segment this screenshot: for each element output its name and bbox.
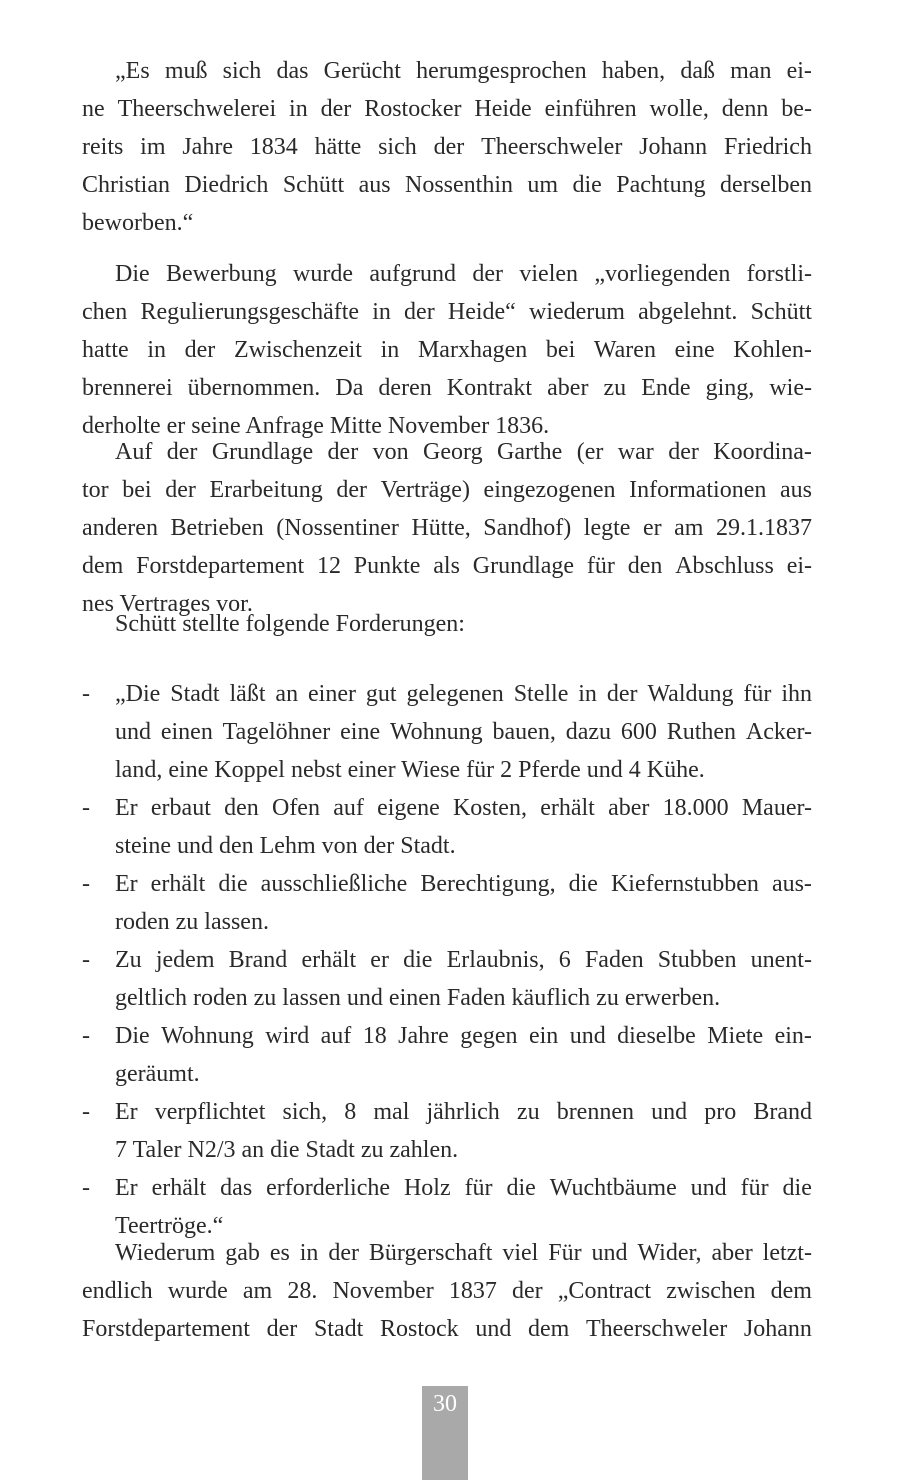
text-line (82, 1234, 812, 1272)
bullet-list (82, 675, 812, 1245)
text-line (82, 827, 812, 865)
text-line (82, 433, 812, 471)
text-line (82, 979, 812, 1017)
list-item (82, 1093, 812, 1169)
line-text: Die Bewerbung wurde aufgrund der vielen „vorliegenden forstli- (115, 261, 812, 287)
line-text: geltlich roden zu lassen und einen Faden käuflich zu erwerben. (115, 985, 721, 1011)
line-text: roden zu lassen. (115, 909, 269, 935)
text-line (82, 789, 812, 827)
line-text: Teertröge.“ (115, 1213, 224, 1239)
line-text: Forstdepartement der Stadt Rostock und dem Theerschweler Johann (82, 1316, 812, 1342)
text-line (82, 1131, 812, 1169)
bullet-dash: - (82, 947, 90, 973)
list-item (82, 789, 812, 865)
line-text: derholte er seine Anfrage Mitte November 1836. (82, 413, 550, 439)
line-text: beworben.“ (82, 210, 194, 236)
text-line (82, 1055, 812, 1093)
text-line (82, 509, 812, 547)
line-text: endlich wurde am 28. November 1837 der „Contract zwischen dem (82, 1278, 812, 1304)
bullet-dash: - (82, 681, 90, 707)
text-line (82, 903, 812, 941)
line-text: Die Wohnung wird auf 18 Jahre gegen ein und dieselbe Miete ein- (115, 1023, 812, 1049)
line-text: brennerei übernommen. Da deren Kontrakt aber zu Ende ging, wie- (82, 375, 812, 401)
text-line (82, 1310, 812, 1348)
text-line (82, 605, 812, 643)
line-text: reits im Jahre 1834 hätte sich der Theerschweler Johann Friedrich (82, 134, 812, 160)
line-text: Auf der Grundlage der von Georg Garthe (er war der Koordina- (115, 439, 812, 465)
bullet-dash: - (82, 1099, 90, 1125)
line-text: 7 Taler N2/3 an die Stadt zu zahlen. (115, 1137, 459, 1163)
text-line (82, 293, 812, 331)
line-text: Wiederum gab es in der Bürgerschaft viel Für und Wider, aber letzt- (115, 1240, 812, 1266)
line-text: hatte in der Zwischenzeit in Marxhagen bei Waren eine Kohlen- (82, 337, 812, 363)
text-line (82, 52, 812, 90)
paragraph-4 (82, 605, 812, 643)
list-item (82, 941, 812, 1017)
bullet-dash: - (82, 871, 90, 897)
text-line (82, 865, 812, 903)
list-item (82, 1017, 812, 1093)
text-line (82, 204, 812, 242)
page-number: 30 (433, 1391, 457, 1417)
text-line (82, 1272, 812, 1310)
line-text: anderen Betrieben (Nossentiner Hütte, Sandhof) legte er am 29.1.1837 (82, 515, 812, 541)
text-line (82, 675, 812, 713)
text-line (82, 128, 812, 166)
line-text: Er erhält die ausschließliche Berechtigung, die Kiefernstubben aus- (115, 871, 812, 897)
line-text: tor bei der Erarbeitung der Verträge) eingezogenen Informationen aus (82, 477, 812, 503)
line-text: steine und den Lehm von der Stadt. (115, 833, 456, 859)
text-line (82, 90, 812, 128)
bullet-dash: - (82, 1175, 90, 1201)
list-item (82, 865, 812, 941)
line-text: Zu jedem Brand erhält er die Erlaubnis, 6 Faden Stubben unent- (115, 947, 812, 973)
paragraph-2 (82, 255, 812, 445)
line-text: land, eine Koppel nebst einer Wiese für 2 Pferde und 4 Kühe. (115, 757, 705, 783)
text-line (82, 1169, 812, 1207)
text-line (82, 751, 812, 789)
list-item (82, 675, 812, 789)
line-text: und einen Tagelöhner eine Wohnung bauen, dazu 600 Ruthen Acker- (115, 719, 812, 745)
paragraph-5 (82, 1234, 812, 1348)
line-text: nes Vertrages vor. (82, 591, 253, 617)
text-line (82, 166, 812, 204)
text-line (82, 547, 812, 585)
paragraph-1 (82, 52, 812, 242)
line-text: Schütt stellte folgende Forderungen: (115, 611, 465, 637)
text-line (82, 1093, 812, 1131)
line-text: ne Theerschwelerei in der Rostocker Heide einführen wolle, denn be- (82, 96, 812, 122)
bullet-dash: - (82, 1023, 90, 1049)
line-text: Er erbaut den Ofen auf eigene Kosten, erhält aber 18.000 Mauer- (115, 795, 812, 821)
line-text: Er erhält das erforderliche Holz für die Wuchtbäume und für die (115, 1175, 812, 1201)
line-text: Christian Diedrich Schütt aus Nossenthin um die Pachtung derselben (82, 172, 812, 198)
line-text: „Die Stadt läßt an einer gut gelegenen Stelle in der Waldung für ihn (115, 681, 812, 707)
text-line (82, 1017, 812, 1055)
text-line (82, 941, 812, 979)
text-line (82, 471, 812, 509)
line-text: chen Regulierungsgeschäfte in der Heide“ wiederum abgelehnt. Schütt (82, 299, 812, 325)
text-line (82, 713, 812, 751)
line-text: geräumt. (115, 1061, 200, 1087)
line-text: Er verpflichtet sich, 8 mal jährlich zu brennen und pro Brand (115, 1099, 812, 1125)
text-line (82, 369, 812, 407)
bullet-dash: - (82, 795, 90, 821)
paragraph-3 (82, 433, 812, 623)
line-text: „Es muß sich das Gerücht herumgesprochen haben, daß man ei- (115, 58, 812, 84)
line-text: dem Forstdepartement 12 Punkte als Grundlage für den Abschluss ei- (82, 553, 812, 579)
text-line (82, 331, 812, 369)
text-line (82, 255, 812, 293)
page-number-box (422, 1386, 468, 1480)
